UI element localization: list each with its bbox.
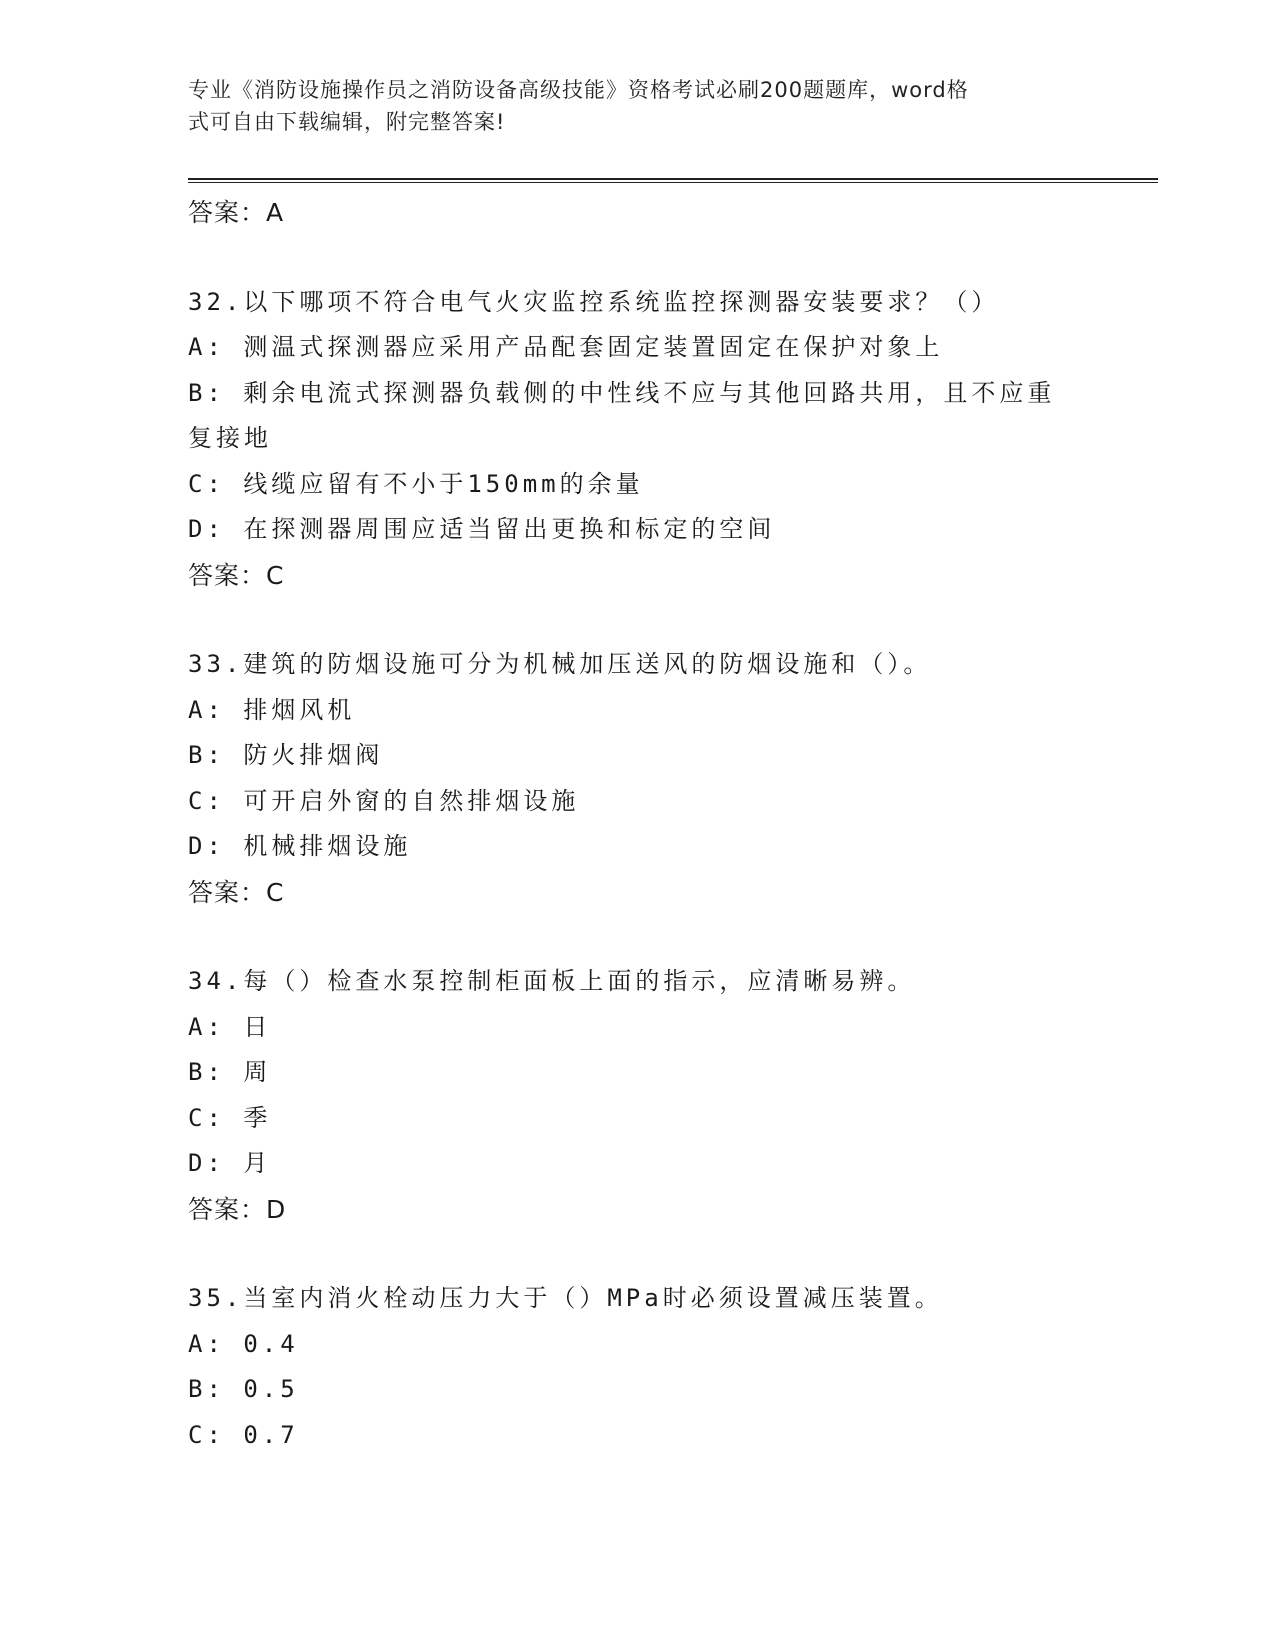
option-b: B: 0.5 — [188, 1375, 299, 1403]
option-a: A: 排烟风机 — [188, 695, 356, 724]
option-b: B: 剩余电流式探测器负载侧的中性线不应与其他回路共用，且不应重 — [188, 378, 1056, 407]
header-line-1: 专业《消防设施操作员之消防设备高级技能》资格考试必刷200题题库，word格 — [188, 78, 969, 102]
page-header — [188, 74, 1088, 138]
option-b-continuation: 复接地 — [188, 424, 272, 452]
question-block — [188, 280, 1148, 599]
spacer — [188, 236, 1148, 280]
header-divider — [188, 178, 1158, 183]
question-answer: 答案：D — [188, 1194, 287, 1224]
question-answer: 答案：C — [188, 877, 285, 907]
question-stem: 33.建筑的防烟设施可分为机械加压送风的防烟设施和（）。 — [188, 650, 932, 678]
option-a: A: 测温式探测器应采用产品配套固定装置固定在保护对象上 — [188, 333, 944, 361]
question-block — [188, 1276, 1148, 1458]
question-stem: 35.当室内消火栓动压力大于（）MPa时必须设置减压装置。 — [188, 1284, 943, 1312]
question-list — [188, 190, 1148, 1458]
option-c: C: 0.7 — [188, 1420, 299, 1449]
spacer — [188, 915, 1148, 959]
header-line-2: 式可自由下载编辑，附完整答案! — [188, 110, 506, 134]
previous-answer: 答案：A — [188, 198, 285, 227]
spacer — [188, 598, 1148, 642]
option-d: D: 机械排烟设施 — [188, 832, 412, 860]
spacer — [188, 1232, 1148, 1276]
question-stem: 32.以下哪项不符合电气火灾监控系统监控探测器安装要求？（） — [188, 287, 1000, 316]
option-a: A: 0.4 — [188, 1329, 299, 1358]
question-stem: 34.每（）检查水泵控制柜面板上面的指示，应清晰易辨。 — [188, 967, 916, 995]
option-d: D: 在探测器周围应适当留出更换和标定的空间 — [188, 515, 776, 543]
option-b: B: 防火排烟阀 — [188, 741, 384, 769]
question-answer: 答案：C — [188, 560, 285, 590]
option-c: C: 季 — [188, 1103, 272, 1132]
option-c: C: 可开启外窗的自然排烟设施 — [188, 786, 580, 815]
question-block — [188, 642, 1148, 915]
option-c: C: 线缆应留有不小于150mm的余量 — [188, 469, 644, 498]
option-b: B: 周 — [188, 1058, 272, 1086]
question-block — [188, 959, 1148, 1232]
option-d: D: 月 — [188, 1149, 272, 1177]
option-a: A: 日 — [188, 1012, 272, 1041]
